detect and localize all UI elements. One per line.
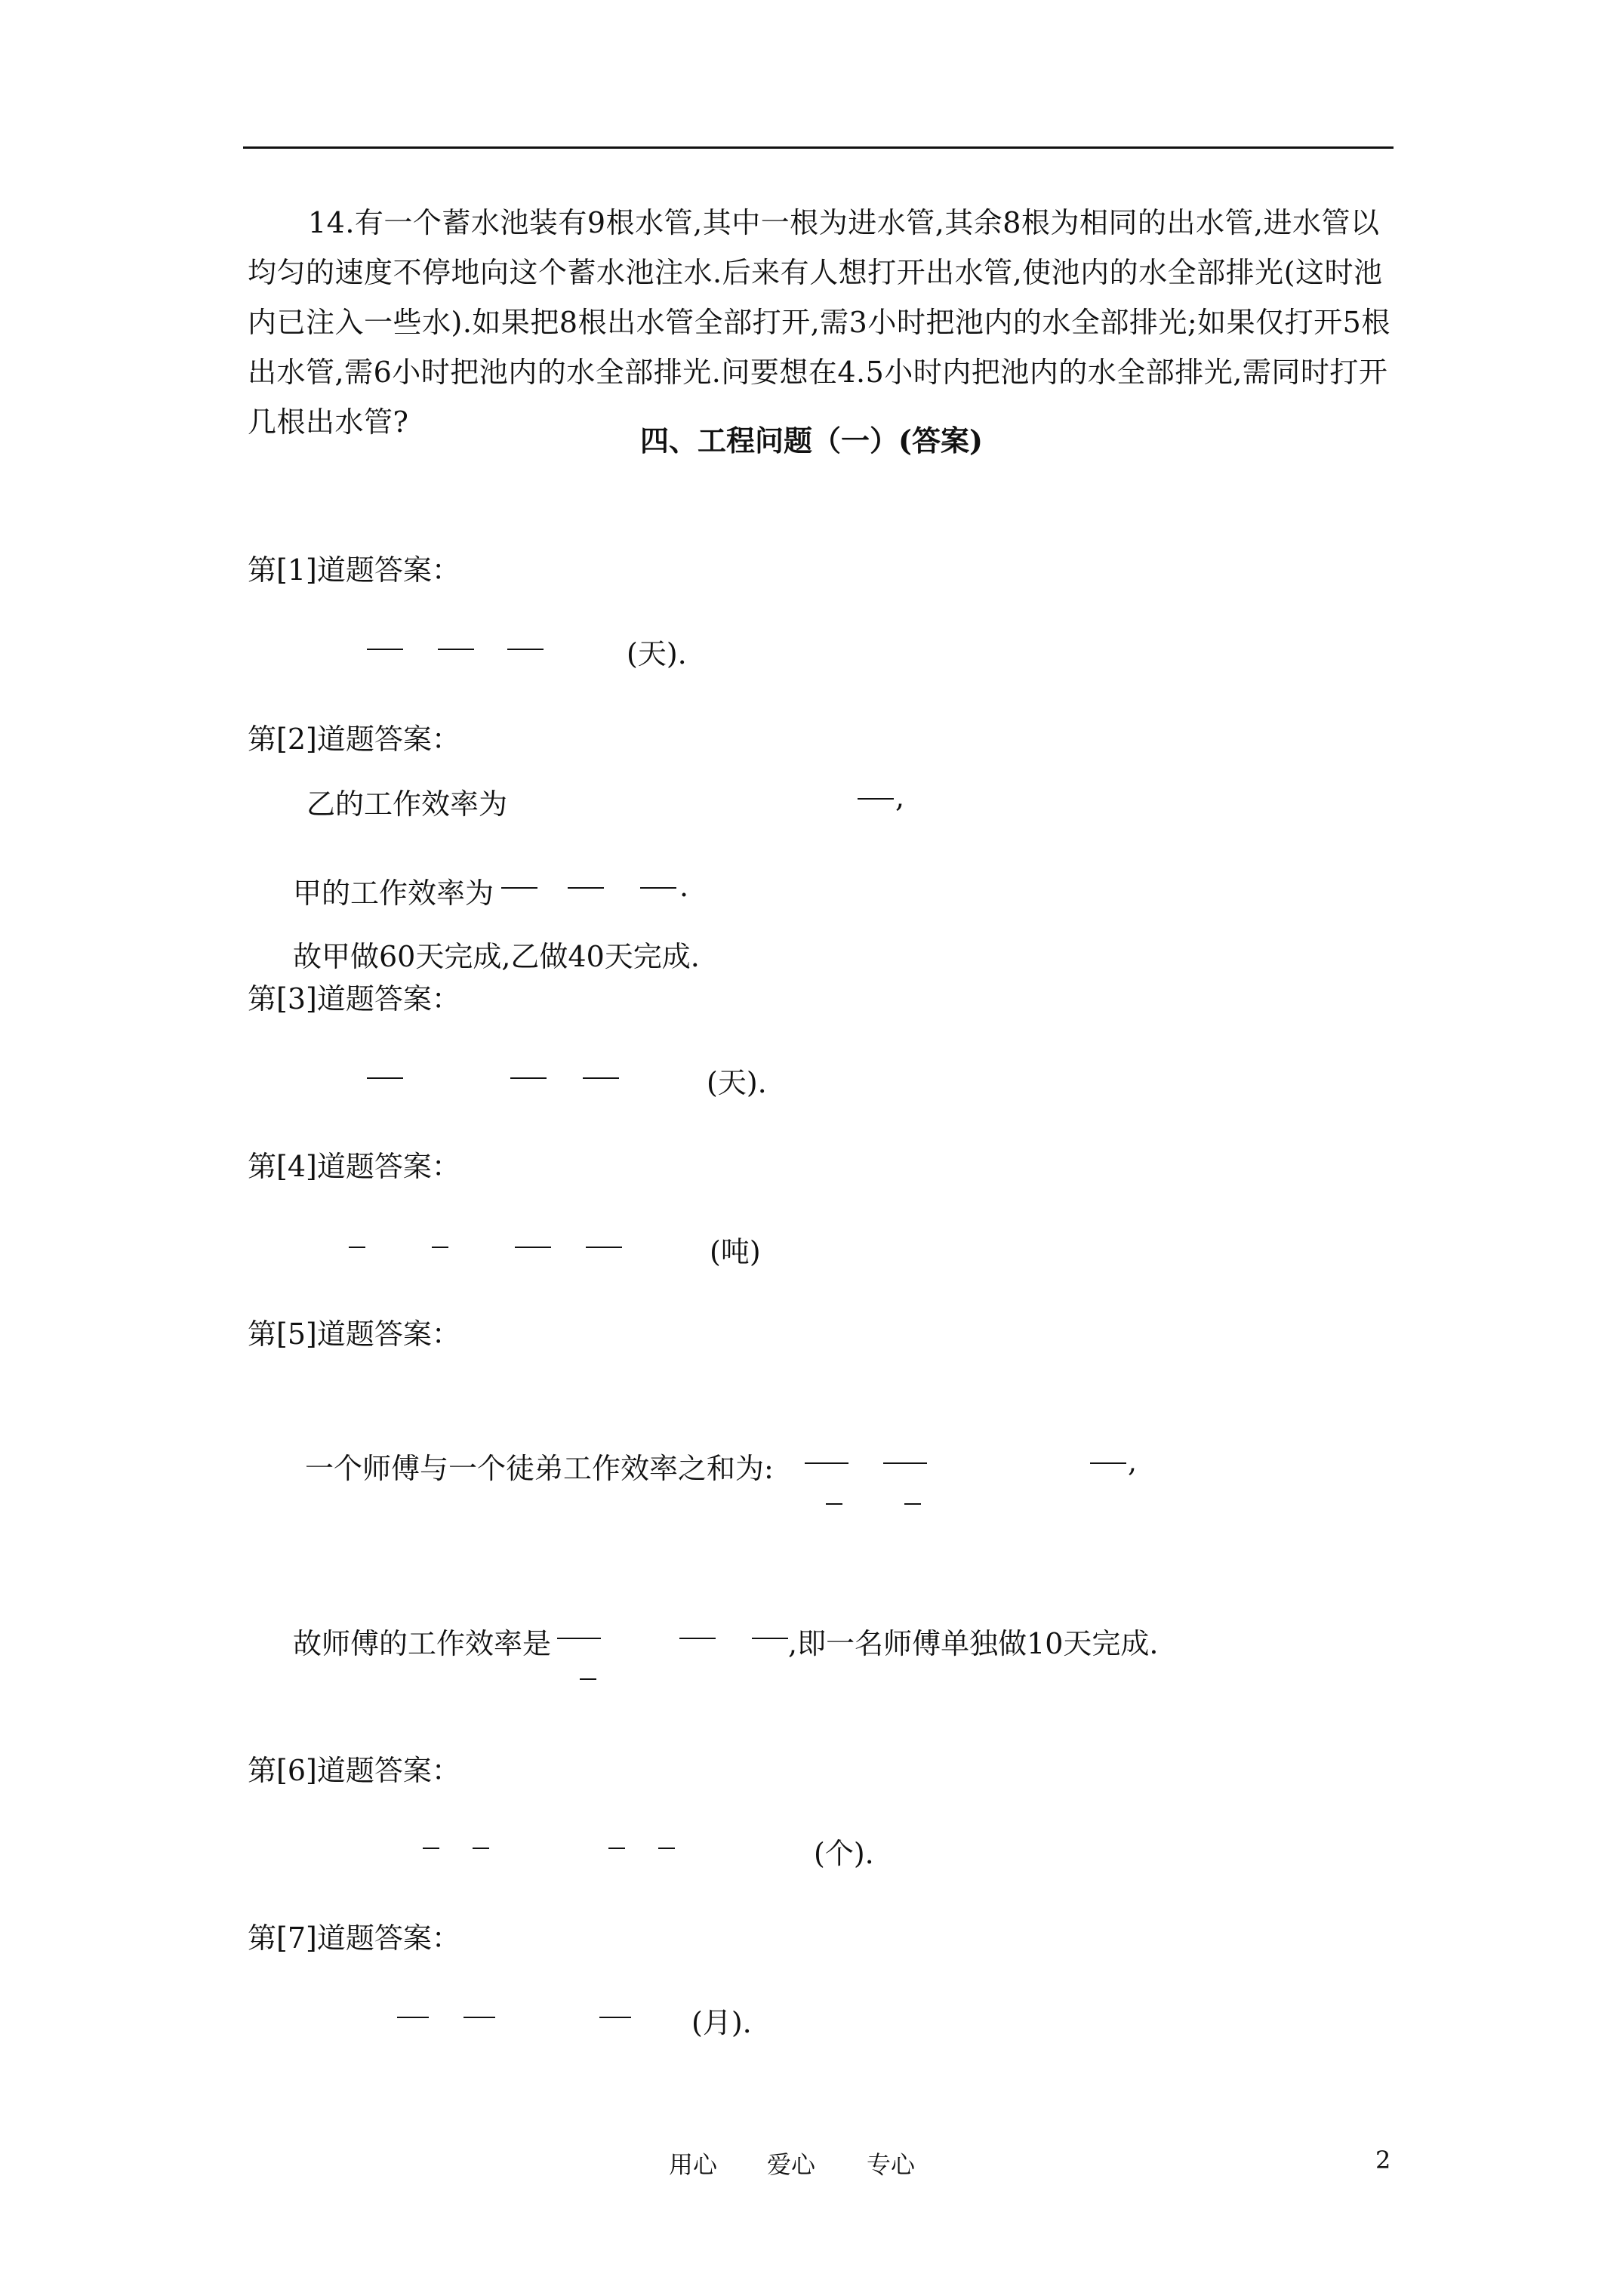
fraction-bar: [463, 2017, 495, 2018]
answer-2-line-2-end: .: [679, 870, 689, 903]
answer-5-line-1-end: ,: [1128, 1445, 1138, 1478]
fraction-bar: [438, 649, 474, 650]
fraction-bar: [826, 1503, 842, 1505]
answer-2-line-1: 乙的工作效率为: [306, 787, 508, 821]
answer-7-unit: (月).: [691, 2006, 752, 2039]
answer-2-line-3: 故甲做60天完成,乙做40天完成.: [293, 940, 700, 973]
fraction-bar: [367, 649, 403, 650]
answer-3-unit: (天).: [707, 1066, 767, 1099]
fraction-bar: [640, 887, 676, 889]
fraction-bar: [515, 1247, 551, 1248]
fraction-bar: [432, 1247, 448, 1248]
answer-5-line-2-end: ,即一名师傅单独做10天完成.: [788, 1627, 1159, 1660]
answer-7-label: 第[7]道题答案：: [248, 1922, 460, 1955]
answer-1-unit: (天).: [627, 637, 687, 670]
fraction-bar: [501, 887, 537, 889]
page-number: 2: [1375, 2146, 1391, 2174]
answer-5-line-2: 故师傅的工作效率是: [293, 1627, 552, 1660]
answer-5-line-1: 一个师傅与一个徒弟工作效率之和为:: [305, 1452, 774, 1485]
answer-3-label: 第[3]道题答案：: [248, 982, 460, 1015]
fraction-bar: [397, 2017, 429, 2018]
fraction-bar: [883, 1462, 927, 1464]
footer-item-3: 专心: [867, 2150, 916, 2179]
fraction-bar: [507, 649, 544, 650]
answer-1-label: 第[1]道题答案：: [248, 553, 460, 587]
footer-item-1: 用心: [669, 2150, 718, 2179]
answer-5-label: 第[5]道题答案：: [248, 1318, 460, 1351]
answer-6-unit: (个).: [814, 1837, 874, 1870]
fraction-bar: [805, 1462, 848, 1464]
fraction-bar: [658, 1848, 675, 1849]
footer-item-2: 爱心: [767, 2150, 816, 2179]
fraction-bar: [580, 1678, 596, 1680]
problem-14-text: 14.有一个蓄水池装有9根水管,其中一根为进水管,其余8根为相同的出水管,进水管以均匀的速度不停地向这个蓄水池注水.后来有人想打开出水管,使池内的水全部排光(这时池内已注入一些水).如果把8根出水管全部打开,需3小时把池内的水全部排光;如果仅打开5根出水管,需6小时把池内的水全部排光.问要想在4.5小时内把池内的水全部排光,需同时打开几根出水管?: [248, 206, 1390, 439]
fraction-bar: [367, 1077, 403, 1079]
fraction-bar: [599, 2017, 631, 2018]
answer-2-label: 第[2]道题答案：: [248, 723, 460, 756]
header-rule: [243, 146, 1394, 149]
answer-6-label: 第[6]道题答案：: [248, 1754, 460, 1787]
fraction-bar: [583, 1077, 619, 1079]
fraction-bar: [423, 1848, 439, 1849]
answer-2-line-2: 甲的工作效率为: [293, 877, 494, 910]
fraction-bar: [557, 1638, 601, 1639]
fraction-bar: [1090, 1462, 1126, 1464]
fraction-bar: [586, 1247, 622, 1248]
answer-4-label: 第[4]道题答案：: [248, 1150, 460, 1183]
fraction-bar: [568, 887, 604, 889]
fraction-bar: [858, 798, 894, 800]
fraction-bar: [679, 1638, 716, 1639]
fraction-bar: [510, 1077, 547, 1079]
fraction-bar: [904, 1503, 921, 1505]
fraction-bar: [349, 1247, 365, 1248]
fraction-bar: [473, 1848, 489, 1849]
answer-2-line-1-end: ,: [895, 781, 905, 814]
fraction-bar: [752, 1638, 788, 1639]
answer-4-unit: (吨): [710, 1235, 761, 1268]
section-title: 四、工程问题（一）(答案): [640, 424, 983, 458]
fraction-bar: [608, 1848, 625, 1849]
